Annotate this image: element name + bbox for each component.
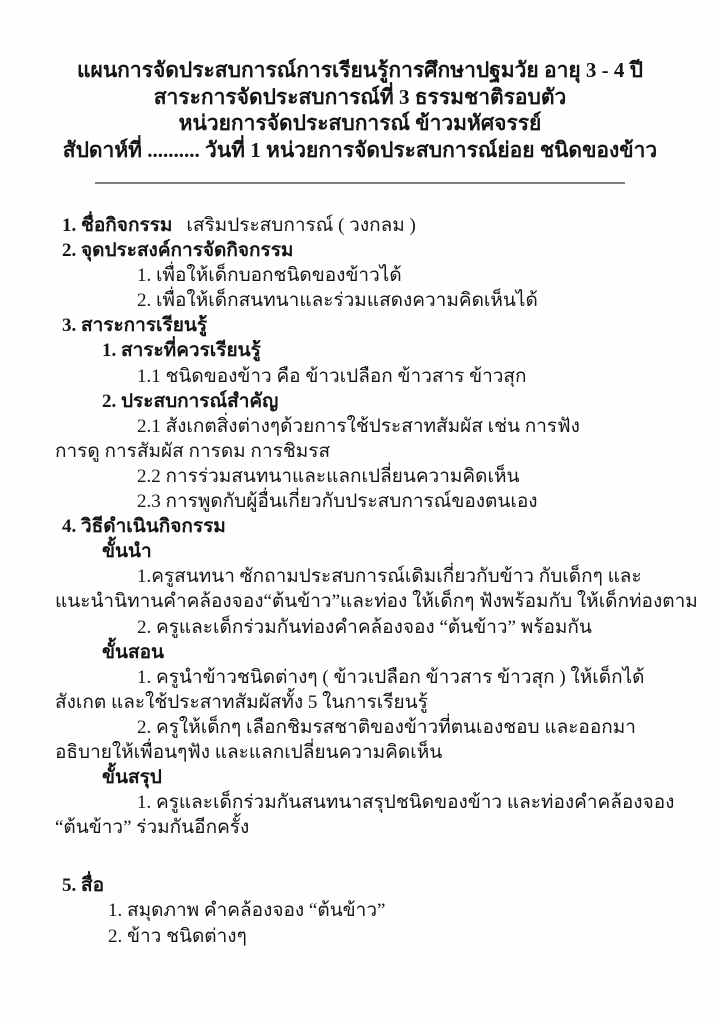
line-summary-step-1-cont: “ต้นข้าว” ร่วมกันอีกครั้ง [55,817,250,839]
line-summary-step-1: 1. ครูและเด็กร่วมกันสนทนาสรุปชนิดของข้าว และท่องคำคล้องจอง [137,792,675,814]
document-body [55,213,698,949]
line-teaching-stage-heading: ขั้นสอน [102,641,164,663]
document-header [0,57,720,163]
line-content-to-learn-heading: 1. สาระที่ควรเรียนรู้ [102,340,261,362]
line-procedure-heading: 4. วิธีดำเนินกิจกรรม [62,516,226,538]
line-objective-2: 2. เพื่อให้เด็กสนทนาและร่วมแสดงความคิดเห็นได้ [137,290,538,312]
line-learning-heading: 3. สาระการเรียนรู้ [62,315,208,337]
line-media-item-2: 2. ข้าว ชนิดต่างๆ [108,925,247,947]
line-intro-step-1: 1.ครูสนทนา ซักถามประสบการณ์เดิมเกี่ยวกับข้าว กับเด็กๆ และ [137,566,642,588]
section-gap [55,840,695,873]
line-summary-stage-heading: ขั้นสรุป [102,767,162,789]
line-teaching-step-1: 1. ครูนำข้าวชนิดต่างๆ ( ข้าวเปลือก ข้าวสาร ข้าวสุก ) ให้เด็กได้ [137,666,645,688]
line-media-item-1: 1. สมุดภาพ คำคล้องจอง “ต้นข้าว” [108,900,386,922]
line-intro-stage-heading: ขั้นนำ [102,541,152,563]
line-intro-step-2: 2. ครูและเด็กร่วมกันท่องคำคล้องจอง “ต้นข้าว” พร้อมกัน [137,616,592,638]
line-content-item-1-1: 1.1 ชนิดของข้าว คือ ข้าวเปลือก ข้าวสาร ข้าวสุก [137,365,527,387]
line-teaching-step-2: 2. ครูให้เด็กๆ เลือกชิมรสชาติของข้าวที่ตนเองชอบ และออกมา [137,716,636,738]
activity-name-label: 1. ชื่อกิจกรรม [62,215,173,236]
line-teaching-step-2-cont: อธิบายให้เพื่อนๆฟัง และแลกเปลี่ยนความคิดเห็น [55,741,443,763]
header-title-line-1: แผนการจัดประสบการณ์การเรียนรู้การศึกษาปฐมวัย อายุ 3 - 4 ปี [76,58,643,82]
header-divider-line [95,182,625,184]
line-media-heading: 5. สื่อ [62,875,105,897]
header-title-line-2: สาระการจัดประสบการณ์ที่ 3 ธรรมชาติรอบตัว [153,84,567,109]
activity-name-value: เสริมประสบการณ์ ( วงกลม ) [186,215,416,236]
line-teaching-step-1-cont: สังเกต และใช้ประสาทสัมผัสทั้ง 5 ในการเรียนรู้ [55,691,428,713]
line-experience-2-1: 2.1 สังเกตสิ่งต่างๆด้วยการใช้ประสาทสัมผัส เช่น การฟัง [137,415,580,437]
header-title-line-3: หน่วยการจัดประสบการณ์ ข้าวมหัศจรรย์ [178,111,542,135]
line-objective-1: 1. เพื่อให้เด็กบอกชนิดของข้าวได้ [137,265,402,287]
line-key-experience-heading: 2. ประสบการณ์สำคัญ [102,390,279,412]
line-experience-2-3: 2.3 การพูดกับผู้อื่นเกี่ยวกับประสบการณ์ของตนเอง [137,491,538,513]
line-experience-2-2: 2.2 การร่วมสนทนาและแลกเปลี่ยนความคิดเห็น [137,465,520,487]
line-experience-2-1-cont: การดู การสัมผัส การดม การชิมรส [55,440,331,462]
line-intro-step-1-cont: แนะนำนิทานคำคล้องจอง“ต้นข้าว”และท่อง ให้เด็กๆ ฟังพร้อมกับ ให้เด็กท่องตาม [55,591,698,613]
line-objectives-heading: 2. จุดประสงค์การจัดกิจกรรม [62,240,294,262]
line-activity-name [55,213,695,238]
header-title-line-4: สัปดาห์ที่ .......... วันที่ 1 หน่วยการจัดประสบการณ์ย่อย ชนิดของข้าว [62,137,658,162]
